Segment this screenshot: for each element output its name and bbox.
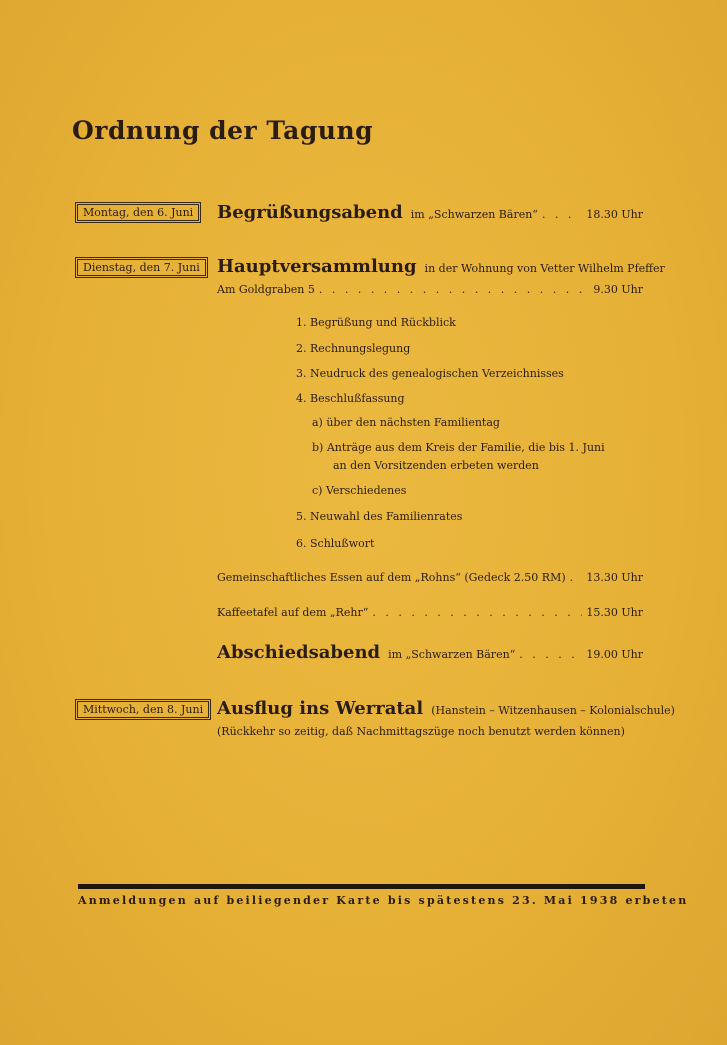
agenda-subitem: a) über den nächsten Familientag xyxy=(312,416,500,429)
event-excursion-title: Ausflug ins Werratal xyxy=(217,698,424,719)
event-meal-time: 13.30 Uhr xyxy=(586,571,643,584)
event-meal-label: Gemeinschaftliches Essen auf dem „Rohns“ (Gedeck 2.50 RM) xyxy=(217,571,566,584)
event-line-assembly-location xyxy=(217,283,643,296)
event-farewell-time: 19.00 Uhr xyxy=(586,648,643,661)
page-title: Ordnung der Tagung xyxy=(72,116,374,145)
event-welcome-title: Begrüßungsabend xyxy=(217,202,403,223)
event-line-excursion xyxy=(217,698,675,719)
agenda-item: 3. Neudruck des genealogischen Verzeichnisses xyxy=(296,367,564,380)
agenda-item: 1. Begrüßung und Rückblick xyxy=(296,316,456,329)
dot-leader xyxy=(319,283,590,296)
event-excursion-detail: (Hanstein – Witzenhausen – Kolonialschule) xyxy=(431,704,675,717)
event-assembly-detail: in der Wohnung von Vetter Wilhelm Pfeffer xyxy=(424,262,665,275)
event-line-farewell xyxy=(217,642,643,663)
event-welcome-time: 18.30 Uhr xyxy=(586,208,643,221)
event-coffee-label: Kaffeetafel auf dem „Rehr“ xyxy=(217,606,369,619)
registration-note: Anmeldungen auf beiliegender Karte bis spätestens 23. Mai 1938 erbeten xyxy=(78,894,689,907)
event-line-assembly xyxy=(217,256,665,277)
dot-leader xyxy=(570,571,583,584)
agenda-item: 4. Beschlußfassung xyxy=(296,392,405,405)
agenda-subitem: b) Anträge aus dem Kreis der Familie, die bis 1. Juni xyxy=(312,441,605,454)
agenda-item: 2. Rechnungslegung xyxy=(296,342,411,355)
date-label-tuesday: Dienstag, den 7. Juni xyxy=(77,259,206,276)
agenda-subitem: c) Verschiedenes xyxy=(312,484,407,497)
event-assembly-location: Am Goldgraben 5 xyxy=(217,283,315,296)
agenda-item: 5. Neuwahl des Familienrates xyxy=(296,510,463,523)
footer-divider xyxy=(78,884,645,889)
event-farewell-detail: im „Schwarzen Bären“ xyxy=(388,648,516,661)
agenda-item: 6. Schlußwort xyxy=(296,537,375,550)
dot-leader xyxy=(372,606,582,619)
event-assembly-title: Hauptversammlung xyxy=(217,256,417,277)
date-label-monday: Montag, den 6. Juni xyxy=(77,204,199,221)
date-label-wednesday: Mittwoch, den 8. Juni xyxy=(77,701,209,718)
event-line-welcome xyxy=(217,202,643,223)
event-coffee-time: 15.30 Uhr xyxy=(586,606,643,619)
event-welcome-detail: im „Schwarzen Bären“ xyxy=(410,208,538,221)
dot-leader xyxy=(519,648,582,661)
event-line-meal xyxy=(217,571,643,584)
event-line-coffee xyxy=(217,606,643,619)
event-assembly-time: 9.30 Uhr xyxy=(593,283,643,296)
event-farewell-title: Abschiedsabend xyxy=(217,642,381,663)
event-excursion-note: (Rückkehr so zeitig, daß Nachmittagszüge noch benutzt werden können) xyxy=(217,725,625,738)
agenda-subitem-continuation: an den Vorsitzenden erbeten werden xyxy=(333,459,539,472)
dot-leader xyxy=(542,208,582,221)
